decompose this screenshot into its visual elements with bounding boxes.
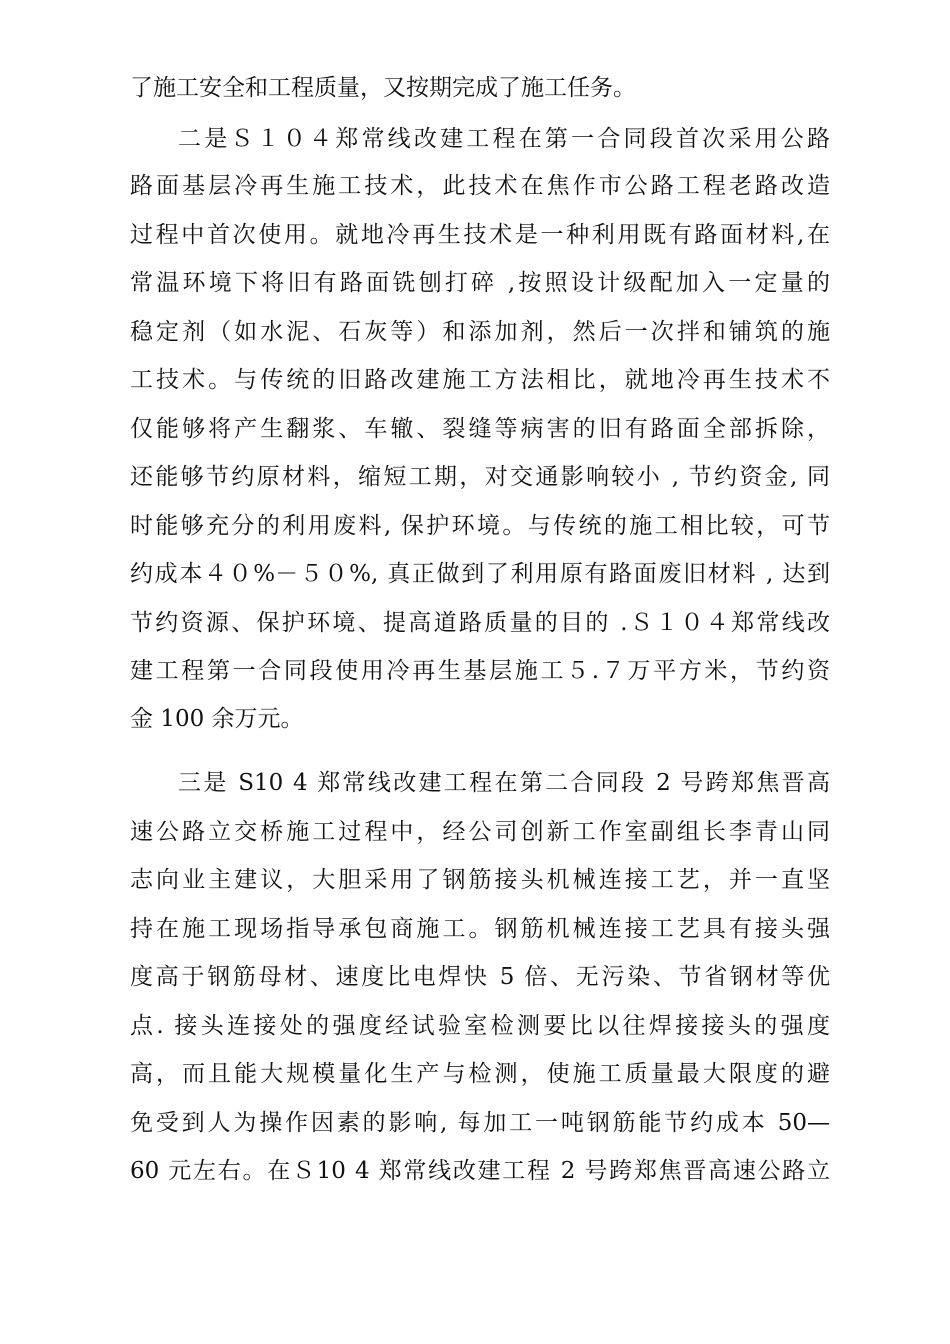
text-line: 金 100 余万元。 bbox=[130, 706, 304, 732]
text-line: 高，而且能大规模量化生产与检测，使施工质量最大限度的避 bbox=[130, 1061, 830, 1087]
text-line: 过程中首次使用。就地冷再生技术是一种利用既有路面材料,在 bbox=[130, 222, 830, 248]
text-line: 60 元左右。在Ｓ10 4 郑常线改建工程 2 号跨郑焦晋高速公路立 bbox=[130, 1158, 830, 1184]
text-line: 仅能够将产生翻浆、车辙、裂缝等病害的旧有路面全部拆除， bbox=[130, 416, 830, 442]
text-line: 约成本４０%－５０%, 真正做到了利用原有路面废旧材料 , 达到 bbox=[130, 561, 830, 587]
text-line: 稳定剂（如水泥、石灰等）和添加剂，然后一次拌和铺筑的施 bbox=[130, 319, 830, 345]
text-line: 工技术。与传统的旧路改建施工方法相比，就地冷再生技术不 bbox=[130, 367, 830, 393]
text-line: 时能够充分的利用废料, 保护环境。与传统的施工相比较，可节 bbox=[130, 513, 830, 539]
paragraph-3-first-line: 三是 S10 4 郑常线改建工程在第二合同段 2 号跨郑焦晋高 bbox=[178, 770, 830, 796]
text-line: 还能够节约原材料，缩短工期，对交通影响较小 , 节约资金, 同 bbox=[130, 464, 830, 490]
text-line: 常温环境下将旧有路面铣刨打碎 ,按照设计级配加入一定量的 bbox=[130, 270, 830, 296]
text-line: 免受到人为操作因素的影响, 每加工一吨钢筋能节约成本 50— bbox=[130, 1110, 830, 1136]
text-line: 志向业主建议，大胆采用了钢筋接头机械连接工艺，并一直坚 bbox=[130, 867, 830, 893]
text-line: 了施工安全和工程质量，又按期完成了施工任务。 bbox=[130, 75, 636, 101]
text-line: 建工程第一合同段使用冷再生基层施工５.７万平方米，节约资 bbox=[130, 658, 830, 684]
text-line: 点. 接头连接处的强度经试验室检测要比以往焊接接头的强度 bbox=[130, 1013, 830, 1039]
text-line: 路面基层冷再生施工技术，此技术在焦作市公路工程老路改造 bbox=[130, 173, 830, 199]
paragraph-2-first-line: 二是Ｓ１０４郑常线改建工程在第一合同段首次采用公路 bbox=[178, 126, 830, 152]
text-line: 速公路立交桥施工过程中，经公司创新工作室副组长李青山同 bbox=[130, 819, 830, 845]
text-line: 度高于钢筋母材、速度比电焊快 5 倍、无污染、节省钢材等优 bbox=[130, 964, 830, 990]
text-line: 节约资源、保护环境、提高道路质量的目的 .Ｓ１０４郑常线改 bbox=[130, 610, 830, 636]
text-line: 持在施工现场指导承包商施工。钢筋机械连接工艺具有接头强 bbox=[130, 916, 830, 942]
